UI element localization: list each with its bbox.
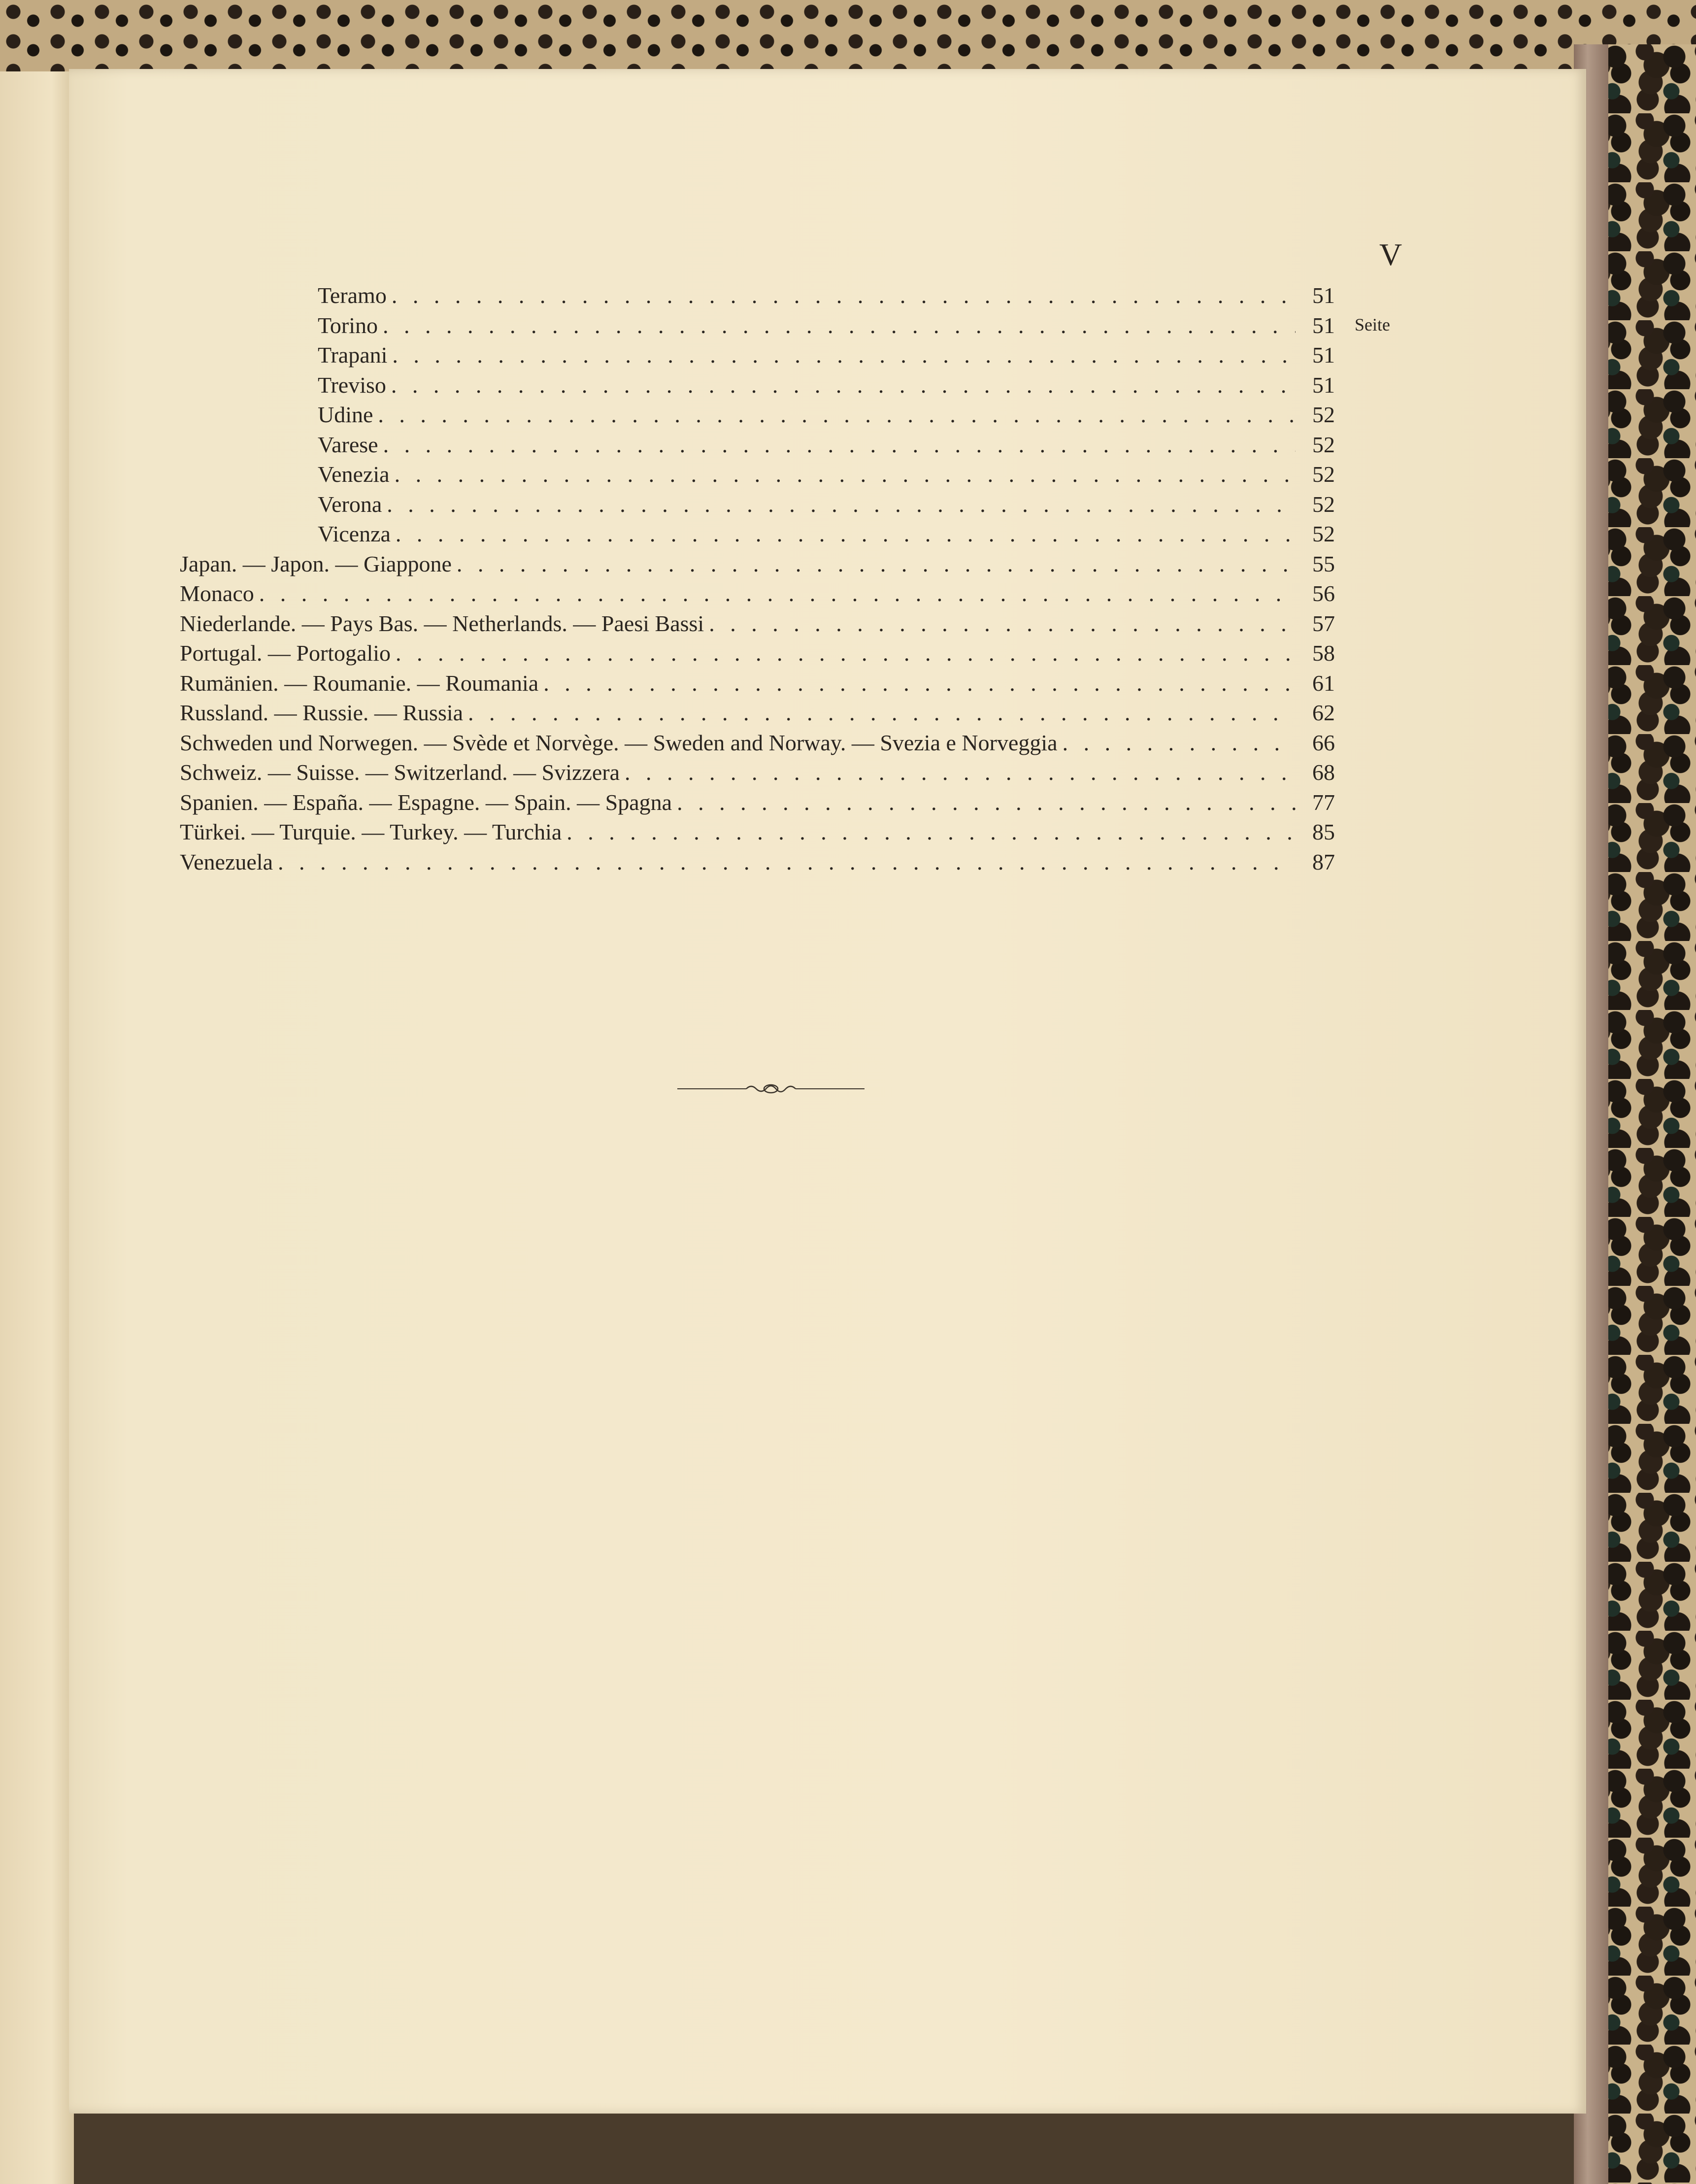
toc-entry-page: 51 bbox=[1312, 342, 1335, 368]
dot-leader bbox=[392, 340, 1296, 370]
toc-entry-label: Treviso bbox=[318, 372, 386, 398]
toc-row bbox=[180, 758, 1335, 787]
toc-entry-label: Teramo bbox=[318, 283, 387, 308]
dot-leader bbox=[543, 669, 1296, 698]
toc-row bbox=[318, 460, 1335, 489]
toc-entry-page: 52 bbox=[1312, 402, 1335, 427]
toc-row bbox=[180, 847, 1335, 877]
toc-row bbox=[180, 817, 1335, 847]
toc-entry-label: Portugal. — Portogalio bbox=[180, 640, 391, 666]
toc-row bbox=[318, 430, 1335, 460]
toc-entry-label: Torino bbox=[318, 312, 378, 338]
toc-entry-page: 85 bbox=[1312, 819, 1335, 844]
dot-leader bbox=[395, 460, 1296, 489]
toc-entry-label: Türkei. — Turquie. — Turkey. — Turchia bbox=[180, 819, 562, 844]
page-number: V bbox=[1379, 237, 1402, 272]
toc-row bbox=[180, 788, 1335, 817]
toc-row bbox=[180, 609, 1335, 638]
dot-leader bbox=[278, 847, 1296, 877]
page-column-header: Seite bbox=[1355, 315, 1390, 335]
toc-entry-page: 58 bbox=[1312, 640, 1335, 666]
dot-leader bbox=[1063, 728, 1296, 758]
toc-entry-label: Verona bbox=[318, 491, 382, 517]
toc-entry-page: 57 bbox=[1312, 610, 1335, 636]
toc-entry-label: Niederlande. — Pays Bas. — Netherlands. — Paesi Bassi bbox=[180, 610, 704, 636]
toc-entry-label: Trapani bbox=[318, 342, 388, 368]
dot-leader bbox=[625, 758, 1296, 787]
toc-entry-page: 51 bbox=[1312, 372, 1335, 398]
toc-entry-label: Schweden und Norwegen. — Svède et Norvège. — Sweden and Norway. — Svezia e Norveggia bbox=[180, 730, 1058, 755]
facing-page-edge bbox=[0, 71, 74, 2184]
toc-entry-page: 55 bbox=[1312, 551, 1335, 576]
book-page bbox=[69, 69, 1586, 2114]
dot-leader bbox=[387, 490, 1296, 519]
toc-entry-page: 52 bbox=[1312, 462, 1335, 487]
toc-entry-page: 77 bbox=[1312, 789, 1335, 815]
toc-entry-label: Schweiz. — Suisse. — Switzerland. — Svizzera bbox=[180, 760, 620, 785]
dot-leader bbox=[709, 609, 1296, 638]
dot-leader bbox=[392, 281, 1296, 310]
toc-entry-page: 51 bbox=[1312, 312, 1335, 338]
dot-leader bbox=[259, 579, 1296, 608]
toc-entry-page: 68 bbox=[1312, 760, 1335, 785]
toc-entry-page: 87 bbox=[1312, 849, 1335, 874]
toc-row bbox=[180, 728, 1335, 758]
toc-row bbox=[180, 549, 1335, 579]
toc-entry-page: 62 bbox=[1312, 700, 1335, 725]
toc-row bbox=[318, 311, 1335, 340]
toc-entry-page: 61 bbox=[1312, 670, 1335, 696]
toc-row bbox=[318, 490, 1335, 519]
table-of-contents bbox=[69, 69, 1586, 956]
toc-entry-label: Spanien. — España. — Espagne. — Spain. — Spagna bbox=[180, 789, 672, 815]
toc-entry-label: Udine bbox=[318, 402, 373, 427]
toc-row bbox=[318, 281, 1335, 310]
ornament-divider-icon bbox=[677, 1079, 865, 1099]
toc-entry-label: Venezia bbox=[318, 462, 390, 487]
toc-entry-page: 52 bbox=[1312, 491, 1335, 517]
toc-entry-page: 52 bbox=[1312, 521, 1335, 546]
toc-entry-label: Varese bbox=[318, 432, 378, 457]
toc-entry-page: 66 bbox=[1312, 730, 1335, 755]
dot-leader bbox=[677, 788, 1296, 817]
dot-leader bbox=[566, 817, 1296, 847]
toc-entry-page: 56 bbox=[1312, 581, 1335, 606]
dot-leader bbox=[396, 638, 1296, 668]
dot-leader bbox=[391, 370, 1296, 400]
dot-leader bbox=[468, 698, 1296, 728]
toc-entry-label: Vicenza bbox=[318, 521, 391, 546]
toc-entry-label: Monaco bbox=[180, 581, 254, 606]
dot-leader bbox=[457, 549, 1296, 579]
toc-entry-page: 51 bbox=[1312, 283, 1335, 308]
dot-leader bbox=[383, 430, 1296, 460]
toc-entry-page: 52 bbox=[1312, 432, 1335, 457]
dot-leader bbox=[378, 400, 1296, 430]
toc-row bbox=[180, 669, 1335, 698]
toc-row bbox=[318, 370, 1335, 400]
dot-leader bbox=[396, 519, 1296, 549]
toc-row bbox=[180, 698, 1335, 728]
toc-row bbox=[318, 400, 1335, 430]
toc-entry-label: Russland. — Russie. — Russia bbox=[180, 700, 464, 725]
toc-entry-label: Japan. — Japon. — Giappone bbox=[180, 551, 452, 576]
toc-row bbox=[180, 579, 1335, 608]
toc-row bbox=[180, 638, 1335, 668]
toc-row bbox=[318, 340, 1335, 370]
dot-leader bbox=[383, 311, 1296, 340]
toc-row bbox=[318, 519, 1335, 549]
toc-entry-label: Rumänien. — Roumanie. — Roumania bbox=[180, 670, 539, 696]
toc-entry-label: Venezuela bbox=[180, 849, 273, 874]
